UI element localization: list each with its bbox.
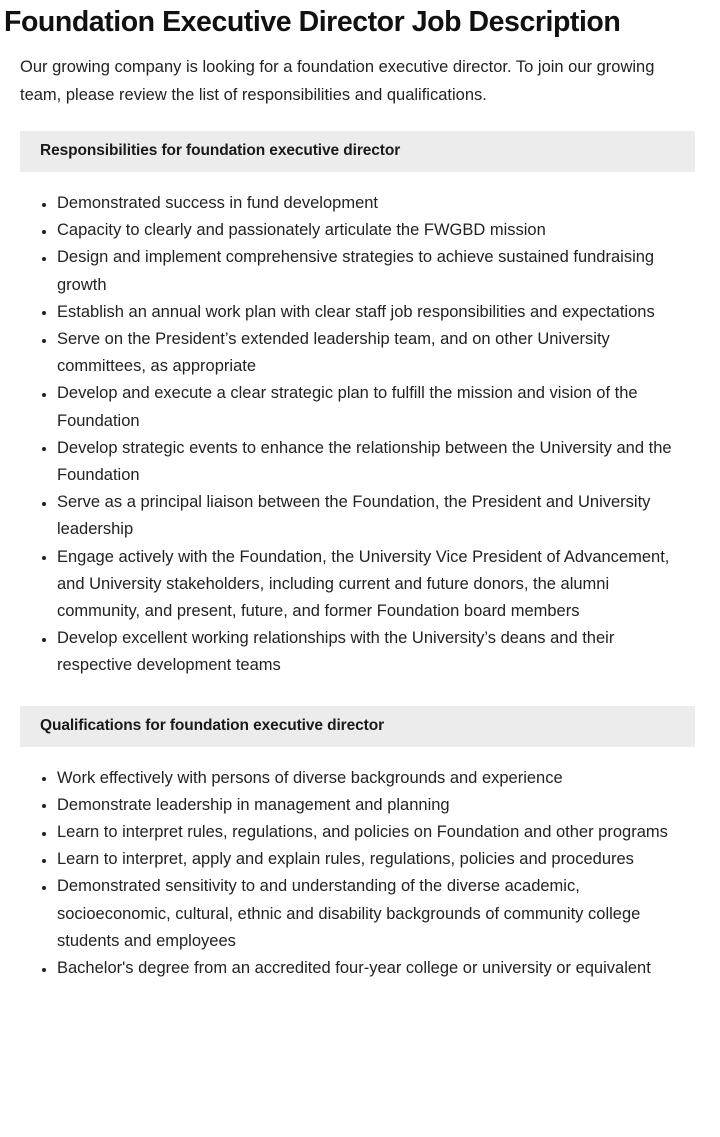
section-heading-qualifications: Qualifications for foundation executive director [40, 716, 385, 734]
section-header-band-qualifications [20, 706, 695, 747]
list-item: Learn to interpret, apply and explain rules, regulations, policies and procedures [0, 846, 720, 873]
list-item: Develop excellent working relationships with the University’s deans and their respective development teams [0, 625, 720, 679]
list-item: Demonstrate leadership in management and planning [0, 792, 720, 819]
list-item: Capacity to clearly and passionately articulate the FWGBD mission [0, 217, 720, 244]
section-qualifications [0, 706, 720, 983]
qualifications-list [0, 765, 720, 983]
list-item: Design and implement comprehensive strategies to achieve sustained fundraising growth [0, 244, 720, 298]
list-item: Work effectively with persons of diverse backgrounds and experience [0, 765, 720, 792]
list-item: Develop strategic events to enhance the relationship between the University and the Foundation [0, 435, 720, 489]
section-heading-responsibilities: Responsibilities for foundation executive director [40, 142, 401, 159]
responsibilities-list [0, 190, 720, 680]
list-item: Demonstrated sensitivity to and understanding of the diverse academic, socioeconomic, cultural, ethnic and disability backgrounds of community college students and employees [0, 873, 720, 955]
list-item: Demonstrated success in fund development [0, 190, 720, 217]
list-item: Bachelor's degree from an accredited four-year college or university or equivalent [0, 955, 720, 982]
list-item: Serve as a principal liaison between the Foundation, the President and University leadership [0, 489, 720, 543]
list-item: Engage actively with the Foundation, the University Vice President of Advancement, and University stakeholders, including current and future donors, the alumni community, and present, future, and former Foundation board members [0, 544, 720, 626]
list-item: Serve on the President’s extended leadership team, and on other University committees, as appropriate [0, 326, 720, 380]
list-item: Develop and execute a clear strategic plan to fulfill the mission and vision of the Foundation [0, 380, 720, 434]
section-responsibilities [0, 131, 720, 680]
section-header-band-responsibilities [20, 131, 695, 172]
page-title: Foundation Executive Director Job Description [4, 6, 621, 38]
list-item: Learn to interpret rules, regulations, and policies on Foundation and other programs [0, 819, 720, 846]
list-item: Establish an annual work plan with clear staff job responsibilities and expectations [0, 299, 720, 326]
intro-paragraph: Our growing company is looking for a foundation executive director. To join our growing team, please review the list of responsibilities and qualifications. [20, 58, 655, 104]
